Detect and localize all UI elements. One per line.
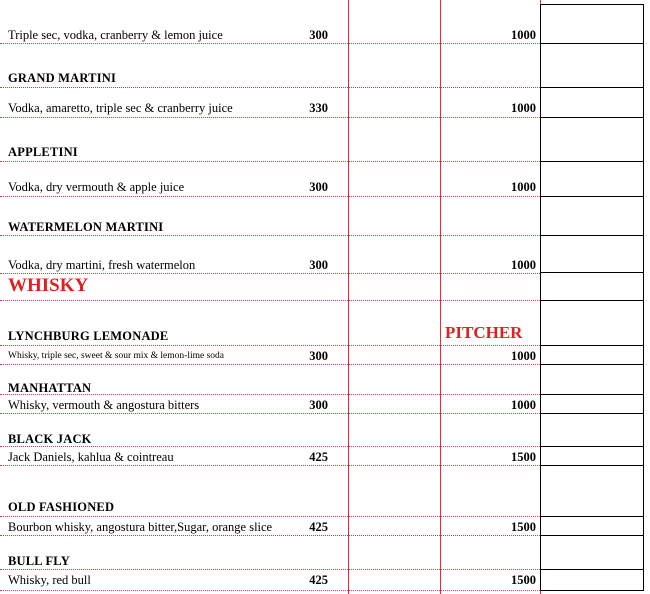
blank-box: [540, 413, 644, 447]
item-description: Vodka, dry vermouth & apple juice: [8, 180, 185, 194]
item-price: 300: [309, 180, 328, 194]
row-separator: [0, 465, 540, 466]
row-separator: [0, 590, 540, 591]
item-title: OLD FASHIONED: [8, 500, 115, 514]
item-price: 425: [309, 573, 328, 587]
item-description: Vodka, amaretto, triple sec & cranberry juice: [8, 101, 233, 115]
blank-box: [540, 569, 644, 591]
item-pitcher-price: 1000: [511, 28, 536, 42]
item-pitcher-price: 1000: [511, 398, 536, 412]
blank-box: [540, 87, 644, 118]
blank-box: [540, 364, 644, 395]
blank-box: [540, 535, 644, 570]
row-separator: [0, 117, 540, 118]
item-pitcher-price: 1000: [511, 258, 536, 272]
row-separator: [0, 364, 540, 365]
item-price: 300: [309, 349, 328, 363]
blank-box: [540, 300, 644, 346]
row-separator: [0, 235, 540, 236]
item-pitcher-price: 1500: [511, 450, 536, 464]
item-pitcher-price: 1000: [511, 349, 536, 363]
item-pitcher-price: 1000: [511, 101, 536, 115]
row-separator: [0, 196, 540, 197]
blank-box: [540, 465, 644, 517]
row-separator: [0, 345, 540, 346]
item-price: 425: [309, 450, 328, 464]
pitcher-column-header: PITCHER: [445, 323, 523, 342]
item-description: Whisky, red bull: [8, 573, 91, 587]
section-heading-whisky: WHISKY: [8, 275, 89, 296]
item-price: 330: [309, 101, 328, 115]
item-description: Vodka, dry martini, fresh watermelon: [8, 258, 196, 272]
item-price: 425: [309, 520, 328, 534]
blank-box: [540, 235, 644, 273]
row-separator: [0, 413, 540, 414]
row-separator: [0, 87, 540, 88]
column-divider: [348, 0, 349, 594]
row-separator: [0, 43, 540, 44]
item-pitcher-price: 1000: [511, 180, 536, 194]
item-pitcher-price: 1500: [511, 520, 536, 534]
blank-box: [540, 117, 644, 162]
blank-box: [540, 196, 644, 236]
blank-box: [540, 516, 644, 536]
row-separator: [0, 569, 540, 570]
item-description: Bourbon whisky, angostura bitter,Sugar, orange slice: [8, 520, 273, 534]
row-separator: [0, 161, 540, 162]
column-divider: [440, 0, 441, 594]
item-title: BLACK JACK: [8, 432, 92, 446]
row-separator: [0, 516, 540, 517]
item-description: Whisky, vermouth & angostura bitters: [8, 398, 200, 412]
blank-box: [540, 43, 644, 88]
item-title: BULL FLY: [8, 554, 70, 568]
blank-box: [540, 394, 644, 414]
item-pitcher-price: 1500: [511, 573, 536, 587]
item-title: APPLETINI: [8, 145, 78, 159]
blank-box: [540, 161, 644, 197]
blank-box: [540, 446, 644, 466]
row-separator: [0, 535, 540, 536]
blank-box: [540, 272, 644, 301]
item-price: 300: [309, 258, 328, 272]
item-price: 300: [309, 398, 328, 412]
item-description: Triple sec, vodka, cranberry & lemon juice: [8, 28, 223, 42]
item-title: WATERMELON MARTINI: [8, 220, 164, 234]
blank-box: [540, 4, 644, 44]
item-description: Jack Daniels, kahlua & cointreau: [8, 450, 174, 464]
blank-box: [540, 345, 644, 365]
item-title: MANHATTAN: [8, 381, 92, 395]
item-price: 300: [309, 28, 328, 42]
row-separator: [0, 273, 540, 274]
item-description: Whisky, triple sec, sweet & sour mix & lemon-lime soda: [8, 351, 224, 361]
row-separator: [0, 300, 540, 301]
item-title: GRAND MARTINI: [8, 71, 117, 85]
item-title: LYNCHBURG LEMONADE: [8, 329, 169, 343]
